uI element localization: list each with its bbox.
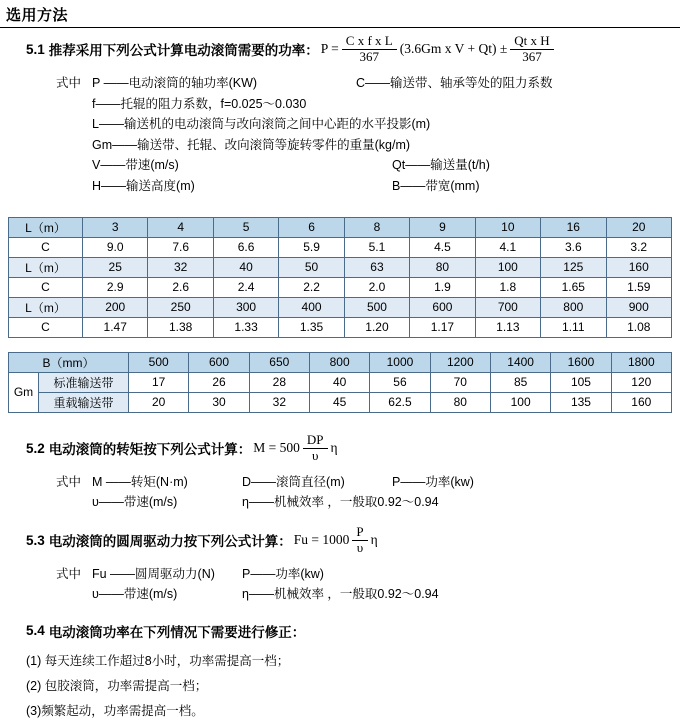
table-cell: 1.9	[410, 277, 475, 297]
section-5-1-legend	[0, 73, 680, 197]
formula-5-2-fraction	[303, 433, 328, 464]
formula-5-2	[253, 433, 337, 464]
formula-5-3-tail: η	[370, 532, 378, 548]
table-row	[9, 217, 672, 237]
section-5-3-legend	[0, 564, 680, 605]
table-cell: 80	[430, 392, 490, 412]
table-cell: 160	[606, 257, 672, 277]
gm-header-label: B（mm）	[9, 352, 129, 372]
table-cell: 7.6	[148, 237, 213, 257]
legend-row	[56, 472, 680, 493]
list-item: (3)频繁起动，功率需提高一档。	[26, 703, 204, 718]
table-cell: 3.6	[541, 237, 606, 257]
section-5-2-title: 电动滚筒的转矩按下列公式计算：	[48, 442, 252, 458]
table-cell: 1800	[611, 352, 671, 372]
table-cell: 800	[309, 352, 369, 372]
table-cell: 4.1	[475, 237, 540, 257]
coefficient-table	[8, 217, 672, 338]
page-title: 选用方法	[6, 7, 69, 24]
table-cell: 6.6	[213, 237, 278, 257]
section-5-1-heading	[0, 34, 680, 65]
table-cell: 120	[611, 372, 671, 392]
legend-label: 式中	[56, 566, 82, 581]
table-cell: 1.08	[606, 317, 672, 337]
legend-item-text: P ——电动滚筒的轴功率(KW)	[92, 75, 258, 90]
legend-item-text: P——功率(kw)	[242, 566, 324, 581]
section-5-2-heading	[0, 433, 680, 464]
table-cell: 500	[129, 352, 189, 372]
section-5-2-legend	[0, 472, 680, 513]
table-row	[9, 257, 672, 277]
legend-item-text: υ——带速(m/s)	[92, 587, 178, 602]
legend-item-text: Qt——输送量(t/h)	[392, 158, 490, 173]
fraction-denominator: υ	[312, 447, 319, 463]
table-cell: 4.5	[410, 237, 475, 257]
fraction-numerator: P	[352, 525, 367, 541]
table-cell: 5.9	[279, 237, 344, 257]
table-cell: 85	[490, 372, 550, 392]
table-cell: 40	[213, 257, 278, 277]
legend-row	[56, 155, 680, 176]
table-cell: 30	[189, 392, 249, 412]
fraction-denominator: 367	[522, 48, 542, 64]
table-cell: 135	[551, 392, 611, 412]
section-5-3-number: 5.3	[26, 532, 45, 548]
row-label: 重载输送带	[39, 392, 129, 412]
legend-item-text: B——带宽(mm)	[392, 179, 480, 193]
table-cell: 100	[490, 392, 550, 412]
table-cell: 105	[551, 372, 611, 392]
fraction-denominator: υ	[356, 539, 364, 555]
legend-row	[56, 73, 680, 94]
table-cell: 28	[249, 372, 309, 392]
legend-item-text: η——机械效率 ，一般取0.92～0.94	[242, 587, 439, 602]
row-label: L（m）	[9, 217, 83, 237]
legend-row	[56, 492, 680, 513]
table-cell: 10	[475, 217, 540, 237]
row-label: L（m）	[9, 257, 83, 277]
table-cell: 1.65	[541, 277, 606, 297]
table-cell: 20	[129, 392, 189, 412]
row-label: L（m）	[9, 297, 83, 317]
formula-5-3	[294, 525, 378, 556]
section-5-4-number: 5.4	[26, 623, 45, 639]
fraction-numerator: C x f x L	[342, 34, 397, 50]
list-item: (2) 包胶滚筒，功率需提高一档；	[26, 678, 208, 693]
legend-item-text: Gm——输送带、托辊、改向滚筒等旋转零件的重量(kg/m)	[92, 137, 411, 152]
table-cell: 3	[83, 217, 148, 237]
table-cell: 100	[475, 257, 540, 277]
row-label: 标准输送带	[39, 372, 129, 392]
legend-spacer	[56, 584, 92, 605]
table-cell: 300	[213, 297, 278, 317]
table-cell: 900	[606, 297, 672, 317]
section-5-4-heading	[0, 621, 680, 641]
table-cell: 650	[249, 352, 309, 372]
section-5-1-title: 推荐采用下列公式计算电动滚筒需要的功率：	[48, 43, 319, 59]
table-cell: 2.9	[83, 277, 148, 297]
table-cell: 400	[279, 297, 344, 317]
table-cell: 4	[148, 217, 213, 237]
table-cell: 1600	[551, 352, 611, 372]
table-cell: 80	[410, 257, 475, 277]
table-cell: 32	[148, 257, 213, 277]
table-cell: 26	[189, 372, 249, 392]
table-cell: 50	[279, 257, 344, 277]
table-cell: 1.47	[83, 317, 148, 337]
table-cell: 25	[83, 257, 148, 277]
table-row	[9, 277, 672, 297]
fraction-numerator: DP	[303, 433, 328, 449]
table-cell: 2.4	[213, 277, 278, 297]
table-cell: 1.11	[541, 317, 606, 337]
table-cell: 1.20	[344, 317, 409, 337]
table-cell: 20	[606, 217, 672, 237]
formula-5-2-lead: M = 500	[253, 440, 300, 456]
row-label: C	[9, 237, 83, 257]
legend-spacer	[56, 492, 92, 513]
row-label: C	[9, 317, 83, 337]
table-cell: 9	[410, 217, 475, 237]
gm-corner-label: Gm	[9, 372, 39, 412]
table-cell: 200	[83, 297, 148, 317]
table-cell: 2.2	[279, 277, 344, 297]
table-cell: 16	[541, 217, 606, 237]
table-cell: 1000	[370, 352, 430, 372]
fraction-numerator: Qt x H	[510, 34, 553, 50]
table-cell: 250	[148, 297, 213, 317]
legend-item-text: η——机械效率 ，一般取0.92～0.94	[242, 495, 439, 510]
table-cell: 125	[541, 257, 606, 277]
table-cell: 1200	[430, 352, 490, 372]
table-cell: 56	[370, 372, 430, 392]
legend-row	[56, 584, 680, 605]
table-cell: 8	[344, 217, 409, 237]
table-cell: 2.6	[148, 277, 213, 297]
legend-item-text: V——带速(m/s)	[92, 158, 179, 173]
legend-item-text: Fu ——圆周驱动力(N)	[92, 566, 215, 581]
legend-row	[56, 564, 680, 585]
table-cell: 2.0	[344, 277, 409, 297]
table-cell: 500	[344, 297, 409, 317]
row-label: C	[9, 277, 83, 297]
table-cell: 5.1	[344, 237, 409, 257]
formula-5-1-fraction-1	[342, 34, 397, 65]
formula-5-1-fraction-2	[510, 34, 553, 65]
table-row	[9, 372, 672, 392]
section-5-4-title: 电动滚筒功率在下列情况下需要进行修正：	[48, 624, 306, 640]
section-5-4-list	[0, 649, 680, 724]
table-cell: 5	[213, 217, 278, 237]
table-cell: 70	[430, 372, 490, 392]
gm-table	[8, 352, 672, 413]
table-cell: 1.38	[148, 317, 213, 337]
legend-item-text: P——功率(kw)	[392, 474, 474, 489]
list-item: (1) 每天连续工作超过8小时，功率需提高一档；	[26, 653, 290, 668]
legend-row	[56, 176, 680, 197]
legend-item-text: L——输送机的电动滚筒与改向滚筒之间中心距的水平投影(m)	[92, 117, 431, 132]
table-cell: 62.5	[370, 392, 430, 412]
coefficient-table-wrap	[0, 217, 680, 338]
legend-row	[56, 135, 680, 156]
table-row	[9, 392, 672, 412]
table-cell: 6	[279, 217, 344, 237]
formula-5-3-lead: Fu = 1000	[293, 532, 350, 548]
table-cell: 1.8	[475, 277, 540, 297]
legend-label: 式中	[56, 474, 82, 489]
legend-item-text: υ——带速(m/s)	[92, 495, 178, 510]
table-cell: 600	[410, 297, 475, 317]
table-cell: 3.2	[606, 237, 672, 257]
table-cell: 1400	[490, 352, 550, 372]
section-5-3-title: 电动滚筒的圆周驱动力按下列公式计算：	[48, 534, 292, 550]
section-5-1-number: 5.1	[26, 41, 45, 57]
table-cell: 17	[129, 372, 189, 392]
section-5-2-number: 5.2	[26, 440, 45, 456]
table-cell: 1.17	[410, 317, 475, 337]
table-row	[9, 297, 672, 317]
legend-label: 式中	[56, 75, 82, 90]
table-row	[9, 317, 672, 337]
table-row	[9, 237, 672, 257]
table-cell: 40	[309, 372, 369, 392]
table-cell: 32	[249, 392, 309, 412]
table-cell: 600	[189, 352, 249, 372]
table-cell: 1.59	[606, 277, 672, 297]
table-row	[9, 352, 672, 372]
table-cell: 1.35	[279, 317, 344, 337]
table-cell: 800	[541, 297, 606, 317]
table-cell: 9.0	[83, 237, 148, 257]
table-cell: 63	[344, 257, 409, 277]
table-cell: 1.33	[213, 317, 278, 337]
legend-item-text: C——输送带、轴承等处的阻力系数	[356, 75, 553, 90]
section-5-3-heading	[0, 525, 680, 556]
legend-item-text: H——输送高度(m)	[92, 179, 195, 193]
formula-5-1-lead: P =	[320, 41, 339, 57]
title-divider	[0, 27, 680, 28]
table-cell: 45	[309, 392, 369, 412]
legend-item-text: D——滚筒直径(m)	[242, 474, 345, 489]
legend-row	[56, 94, 680, 115]
table-cell: 160	[611, 392, 671, 412]
fraction-denominator: 367	[359, 48, 379, 64]
legend-item-text: M ——转矩(N·m)	[92, 474, 188, 489]
table-cell: 1.13	[475, 317, 540, 337]
table-cell: 700	[475, 297, 540, 317]
formula-5-1-mid: (3.6Gm x V + Qt) ±	[399, 41, 508, 57]
legend-item-text: f——托辊的阻力系数，f=0.025～0.030	[92, 96, 307, 111]
gm-table-wrap	[0, 352, 680, 413]
formula-5-3-fraction	[352, 525, 367, 556]
formula-5-2-tail: η	[330, 440, 338, 456]
legend-first-line	[56, 73, 356, 94]
formula-5-1	[321, 34, 557, 65]
legend-row	[56, 114, 680, 135]
